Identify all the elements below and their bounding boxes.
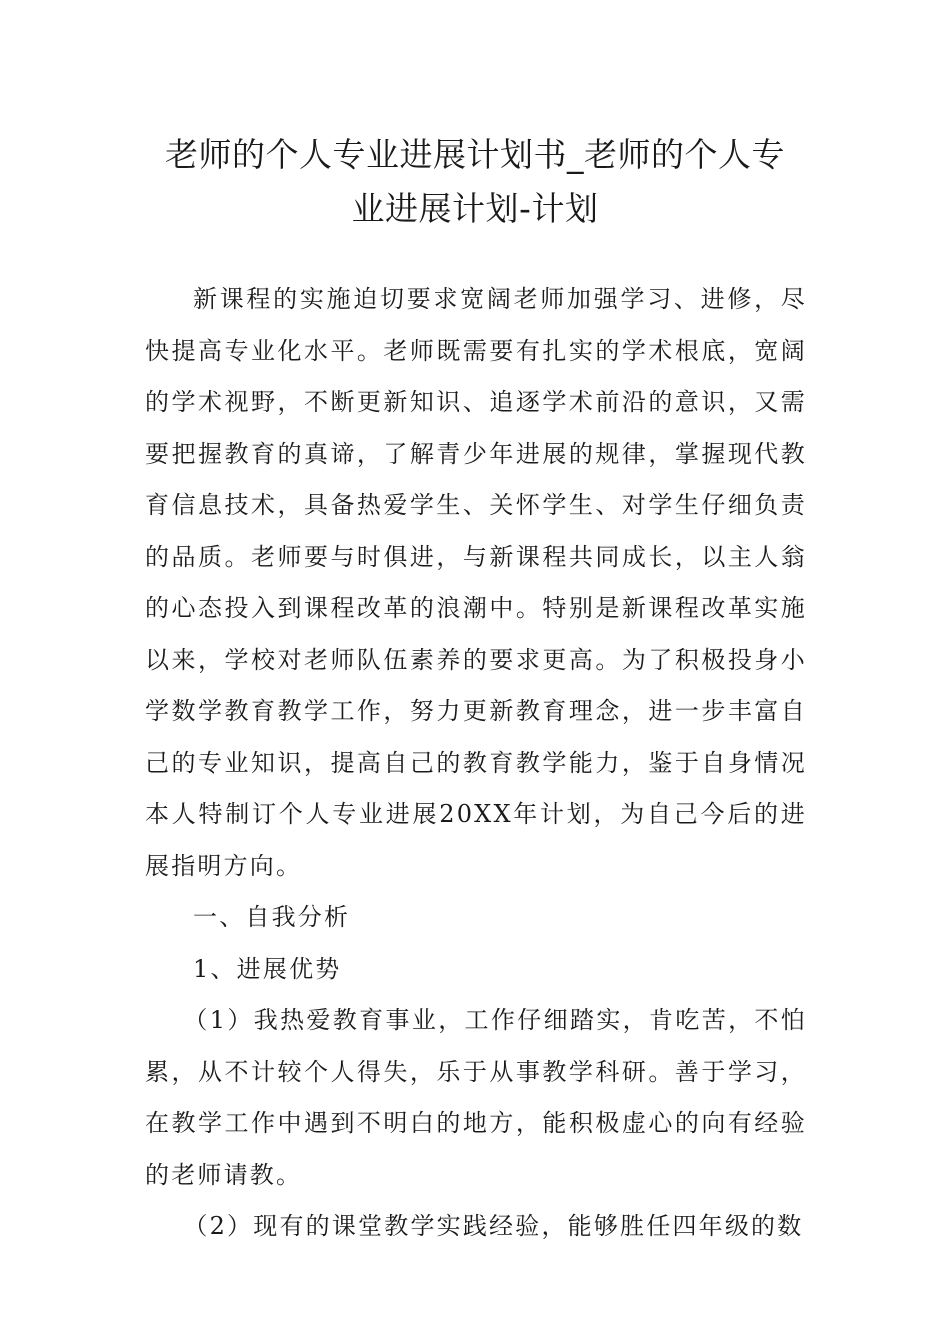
title-line-1: 老师的个人专业进展计划书_老师的个人专	[165, 135, 785, 174]
section-heading-self-analysis: 一、自我分析	[193, 903, 351, 931]
subsection-heading-advantages: 1、进展优势	[193, 954, 342, 983]
paragraph-advantage-2: （2）现有的课堂教学实践经验，能够胜任四年级的数	[183, 1212, 804, 1240]
document-title	[120, 128, 830, 236]
paragraph-intro: 新课程的实施迫切要求宽阔老师加强学习、进修，尽快提高专业化水平。老师既需要有扎实的学术根底，宽阔的学术视野，不断更新知识、追逐学术前沿的意识，又需要把握教育的真谛，了解青少年进展的规律，掌握现代教育信息技术，具备热爱学生、关怀学生、对学生仔细负责的品质。老师要与时俱进，与新课程共同成长，以主人翁的心态投入到课程改革的浪潮中。特别是新课程改革实施以来，学校对老师队伍素养的要求更高。为了积极投身小学数学教育教学工作，努力更新教育理念，进一步丰富自己的专业知识，提高自己的教育教学能力，鉴于自身情况本人特制订个人专业进展20XX年计划，为自己今后的进展指明方向。	[145, 285, 807, 880]
paragraph-advantage-1: （1）我热爱教育事业，工作仔细踏实，肯吃苦，不怕累，从不计较个人得失，乐于从事教学科研。善于学习，在教学工作中遇到不明白的地方，能积极虚心的向有经验的老师请教。	[145, 1006, 807, 1189]
document-body	[145, 274, 807, 1253]
title-line-2: 业进展计划-计划	[351, 189, 599, 228]
